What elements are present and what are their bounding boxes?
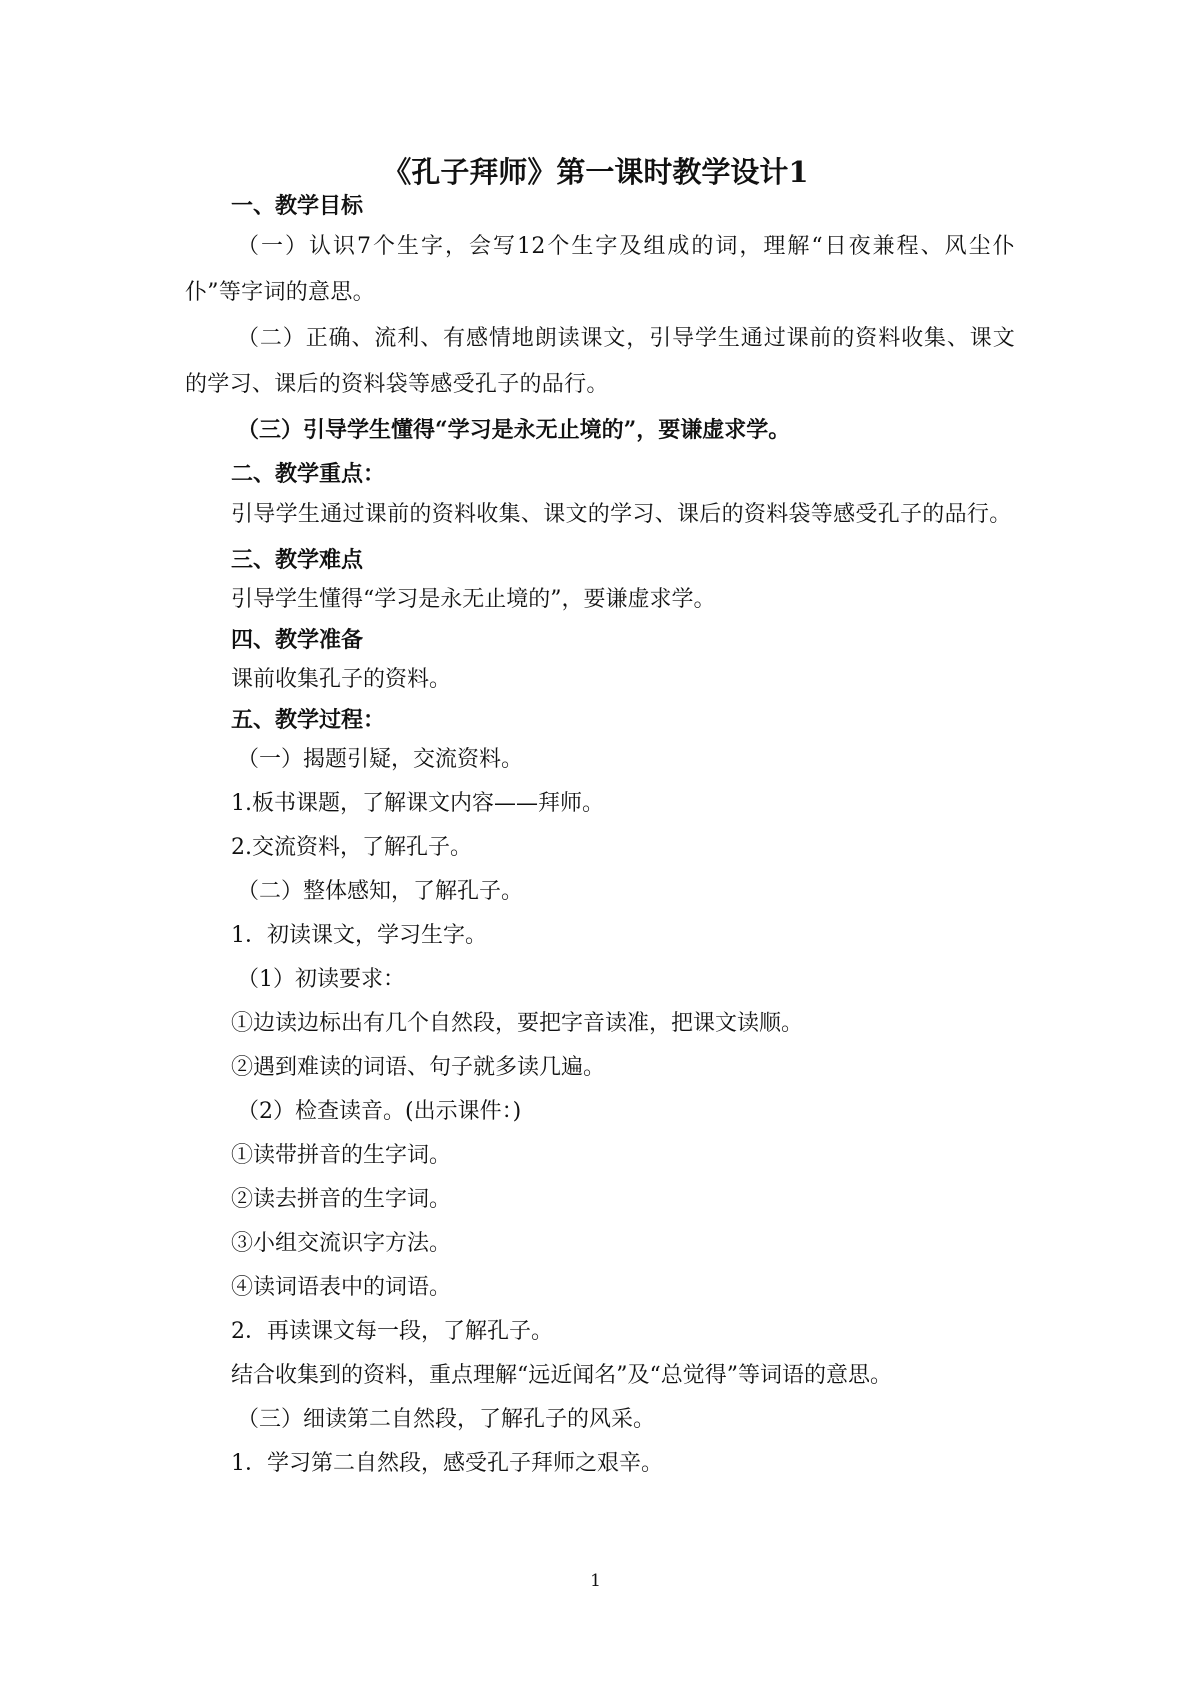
section-heading-preparation: 四、教学准备 <box>231 627 364 653</box>
process-line: （二）整体感知，了解孔子。 <box>237 879 524 904</box>
page-number: 1 <box>590 1571 601 1591</box>
difficulties-text: 引导学生懂得“学习是永无止境的”，要谦虚求学。 <box>231 587 716 612</box>
process-line: （一）揭题引疑，交流资料。 <box>237 747 524 772</box>
objective-item-2: （二）正确、流利、有感情地朗读课文，引导学生通过课前的资料收集、课文的学习、课后的资料袋等感受孔子的品行。 <box>185 326 1015 397</box>
objective-item-3: （三）引导学生懂得“学习是永无止境的”，要谦虚求学。 <box>237 417 791 443</box>
process-line: 1．学习第二自然段，感受孔子拜师之艰辛。 <box>231 1451 663 1476</box>
process-line: （1）初读要求： <box>237 967 405 992</box>
document-title: 《孔子拜师》第一课时教学设计1 <box>382 155 809 189</box>
process-line: 1.板书课题，了解课文内容——拜师。 <box>231 791 604 816</box>
process-line: 结合收集到的资料，重点理解“远近闻名”及“总觉得”等词语的意思。 <box>231 1363 892 1388</box>
process-line: ①读带拼音的生字词。 <box>231 1143 452 1168</box>
process-line: 2．再读课文每一段，了解孔子。 <box>231 1319 553 1344</box>
preparation-text: 课前收集孔子的资料。 <box>231 667 452 692</box>
section-heading-process: 五、教学过程： <box>231 707 386 733</box>
section-heading-key-points: 二、教学重点： <box>231 461 386 487</box>
process-line: （2）检查读音。(出示课件：) <box>237 1099 522 1124</box>
process-line: ②遇到难读的词语、句子就多读几遍。 <box>231 1055 606 1080</box>
objective-item-1: （一）认识7个生字，会写12个生字及组成的词，理解“日夜兼程、风尘仆仆”等字词的意思。 <box>185 234 1015 305</box>
document-body <box>185 188 1015 1486</box>
process-line: 2.交流资料，了解孔子。 <box>231 835 472 860</box>
process-line: （三）细读第二自然段，了解孔子的风采。 <box>237 1407 656 1432</box>
process-line: ①边读边标出有几个自然段，要把字音读准，把课文读顺。 <box>231 1011 804 1036</box>
process-line: 1．初读课文，学习生字。 <box>231 923 487 948</box>
process-line: ④读词语表中的词语。 <box>231 1275 452 1300</box>
process-line: ③小组交流识字方法。 <box>231 1231 452 1256</box>
process-line: ②读去拼音的生字词。 <box>231 1187 452 1212</box>
key-points-text: 引导学生通过课前的资料收集、课文的学习、课后的资料袋等感受孔子的品行。 <box>231 502 1012 527</box>
section-heading-objectives: 一、教学目标 <box>231 193 364 219</box>
section-heading-difficulties: 三、教学难点 <box>231 547 364 573</box>
